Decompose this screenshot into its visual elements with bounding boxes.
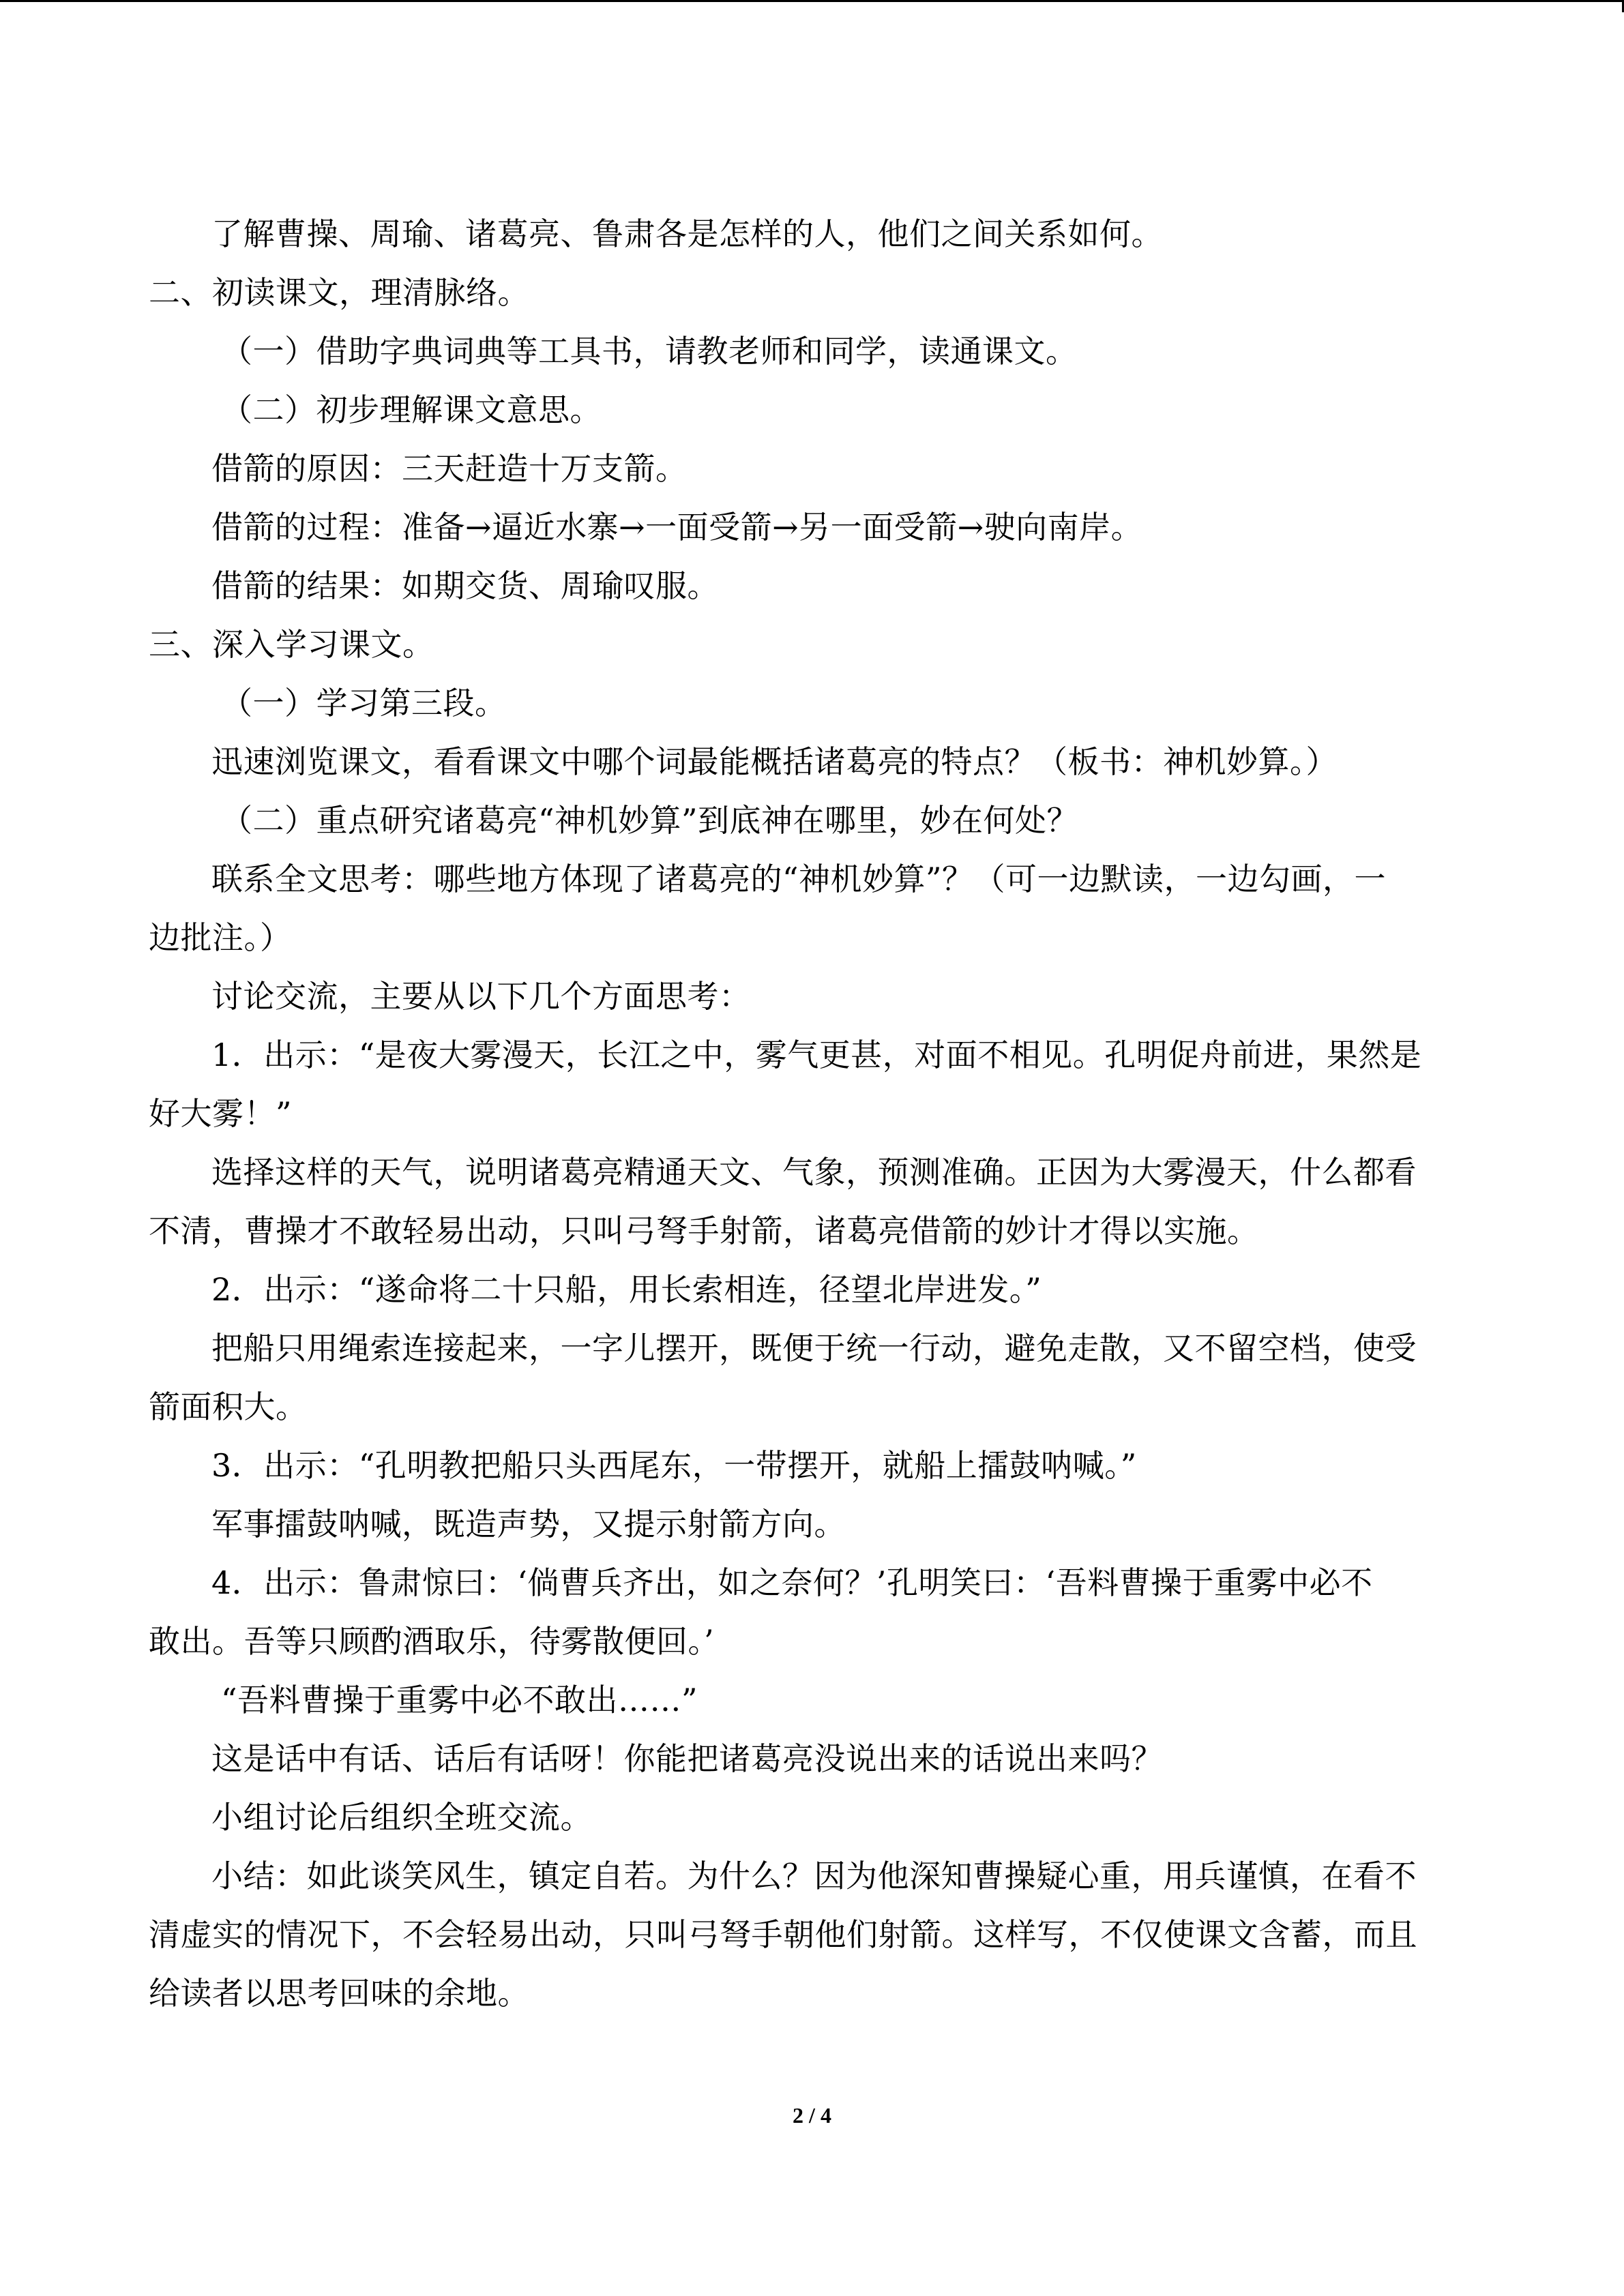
- text-line-continuation: 箭面积大。: [149, 1388, 308, 1425]
- subsection-heading: （二）初步理解课文意思。: [221, 391, 602, 428]
- text-line: 借箭的结果：如期交货、周瑜叹服。: [211, 567, 719, 604]
- text-line: 讨论交流，主要从以下几个方面思考：: [211, 978, 751, 1015]
- text-line-continuation: 不清，曹操才不敢轻易出动，只叫弓弩手射箭，诸葛亮借箭的妙计才得以实施。: [149, 1212, 1259, 1249]
- text-line: 迅速浏览课文，看看课文中哪个词最能概括诸葛亮的特点？（板书：神机妙算。）: [211, 743, 1338, 780]
- page-top-border: [0, 0, 1624, 2]
- numbered-item: 4．出示：鲁肃惊曰：‘倘曹兵齐出，如之奈何？’孔明笑曰：‘吾料曹操于重雾中必不: [211, 1564, 1373, 1601]
- numbered-item: 2．出示：“遂命将二十只船，用长索相连，径望北岸进发。”: [211, 1271, 1042, 1308]
- text-line: 这是话中有话、话后有话呀！你能把诸葛亮没说出来的话说出来吗？: [211, 1740, 1163, 1777]
- text-line: 借箭的原因：三天赶造十万支箭。: [211, 450, 688, 487]
- subsection-heading: （二）重点研究诸葛亮“神机妙算”到底神在哪里，妙在何处？: [221, 802, 1079, 839]
- text-line: 联系全文思考：哪些地方体现了诸葛亮的“神机妙算”？（可一边默读，一边勾画，一: [211, 861, 1387, 897]
- section-heading: 三、深入学习课文。: [149, 626, 434, 663]
- section-heading: 二、初读课文，理清脉络。: [149, 274, 529, 311]
- subsection-heading: （一）借助字典词典等工具书，请教老师和同学，读通课文。: [221, 333, 1078, 370]
- subsection-heading: （一）学习第三段。: [221, 685, 507, 721]
- quote-line: “吾料曹操于重雾中必不敢出……”: [221, 1682, 698, 1718]
- text-line: 了解曹操、周瑜、诸葛亮、鲁肃各是怎样的人，他们之间关系如何。: [211, 215, 1163, 252]
- text-line-continuation: 好大雾！”: [149, 1095, 293, 1132]
- text-line: 选择这样的天气，说明诸葛亮精通天文、气象，预测准确。正因为大雾漫天，什么都看: [211, 1154, 1417, 1191]
- text-line-continuation: 敢出。吾等只顾酌酒取乐，待雾散便回。’: [149, 1623, 715, 1660]
- text-line-continuation: 给读者以思考回味的余地。: [149, 1975, 529, 2012]
- text-line: 小结：如此谈笑风生，镇定自若。为什么？因为他深知曹操疑心重，用兵谨慎，在看不: [211, 1858, 1417, 1894]
- text-line: 把船只用绳索连接起来，一字儿摆开，既便于统一行动，避免走散，又不留空档，使受: [211, 1330, 1417, 1367]
- text-line-continuation: 边批注。）: [149, 919, 292, 956]
- text-line: 小组讨论后组织全班交流。: [211, 1799, 592, 1836]
- page-number: 2 / 4: [793, 2103, 831, 2128]
- text-line: 军事擂鼓呐喊，既造声势，又提示射箭方向。: [211, 1506, 846, 1542]
- document-body: [149, 205, 1476, 2023]
- text-line: 借箭的过程：准备→逼近水寨→一面受箭→另一面受箭→驶向南岸。: [211, 509, 1143, 546]
- numbered-item: 3．出示：“孔明教把船只头西尾东，一带摆开，就船上擂鼓呐喊。”: [211, 1447, 1137, 1484]
- text-line-continuation: 清虚实的情况下，不会轻易出动，只叫弓弩手朝他们射箭。这样写，不仅使课文含蓄，而且: [149, 1916, 1417, 1953]
- numbered-item: 1．出示：“是夜大雾漫天，长江之中，雾气更甚，对面不相见。孔明促舟前进，果然是: [211, 1037, 1422, 1073]
